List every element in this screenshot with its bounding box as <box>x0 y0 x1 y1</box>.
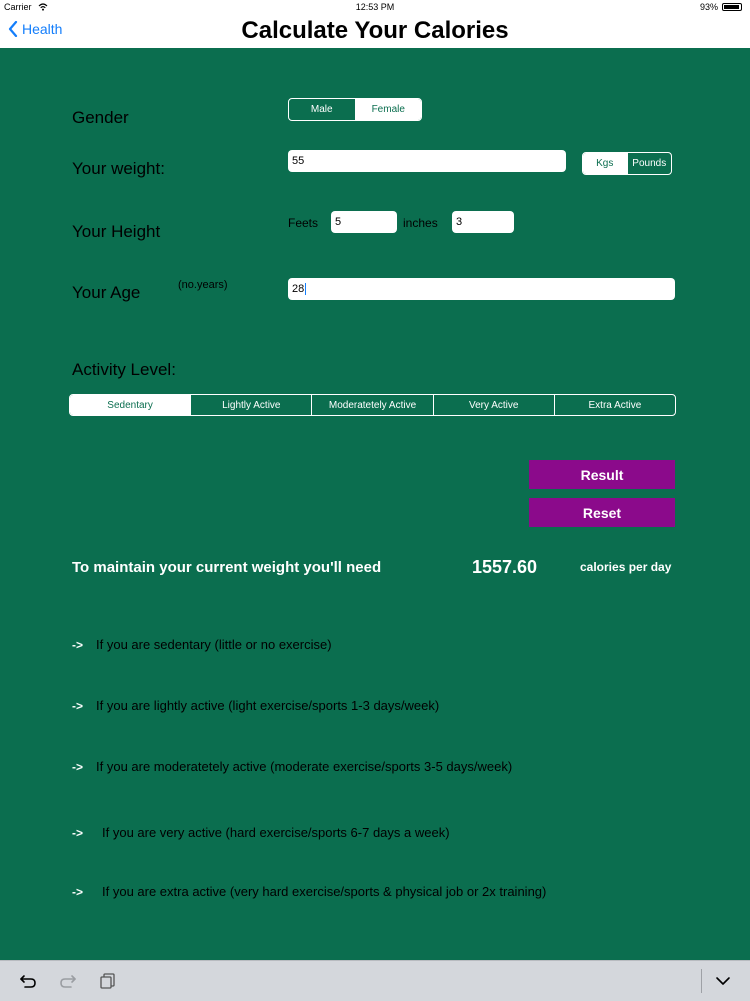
clock-label: 12:53 PM <box>355 2 395 12</box>
arrow-icon: -> <box>72 759 84 774</box>
activity-option-very-active[interactable]: Very Active <box>433 395 554 415</box>
battery-percent: 93% <box>700 2 719 12</box>
bullet-lightly-active <box>72 698 439 713</box>
redo-icon[interactable] <box>58 971 78 991</box>
calories-unit-label: calories per day <box>580 560 672 574</box>
feet-field[interactable]: 5 <box>331 211 397 233</box>
gender-option-female[interactable]: Female <box>355 99 422 120</box>
activity-level-label: Activity Level: <box>72 360 176 379</box>
activity-segmented-control <box>69 394 676 416</box>
bullet-extra-active <box>72 884 546 899</box>
battery-icon <box>722 3 742 11</box>
gender-segmented-control <box>288 98 422 121</box>
clipboard-icon[interactable] <box>98 971 118 991</box>
bullet-text: If you are extra active (very hard exercise/sports & physical job or 2x training) <box>102 884 547 899</box>
arrow-icon: -> <box>72 884 84 899</box>
age-label: Your Age <box>72 283 141 302</box>
activity-option-lightly-active[interactable]: Lightly Active <box>190 395 311 415</box>
inches-field[interactable]: 3 <box>452 211 514 233</box>
weight-label: Your weight: <box>72 159 165 178</box>
undo-icon[interactable] <box>18 971 38 991</box>
inches-label: inches <box>403 216 438 230</box>
status-bar <box>0 0 750 14</box>
arrow-icon: -> <box>72 637 84 652</box>
bullet-very-active <box>72 825 450 840</box>
bullet-text: If you are moderatetely active (moderate exercise/sports 3-5 days/week) <box>96 759 513 774</box>
age-field[interactable] <box>288 278 675 300</box>
calorie-form <box>0 48 750 960</box>
bullet-moderately-active <box>72 759 512 774</box>
activity-option-sedentary[interactable]: Sedentary <box>70 395 190 415</box>
maintain-weight-text: To maintain your current weight you'll need <box>72 559 382 576</box>
page-title: Calculate Your Calories <box>241 17 509 44</box>
calories-value: 1557.60 <box>472 557 538 577</box>
unit-option-pounds[interactable]: Pounds <box>627 153 672 174</box>
navigation-bar <box>0 14 750 49</box>
age-hint: (no.years) <box>178 279 228 291</box>
activity-option-moderately-active[interactable]: Moderatetely Active <box>311 395 432 415</box>
keyboard-toolbar <box>0 960 750 1001</box>
bullet-text: If you are sedentary (little or no exercise) <box>96 637 332 652</box>
feet-label: Feets <box>288 216 319 230</box>
age-field-value: 28 <box>292 283 305 295</box>
arrow-icon: -> <box>72 825 84 840</box>
back-button-label: Health <box>22 21 63 37</box>
bullet-text: If you are very active (hard exercise/sports 6-7 days a week) <box>102 825 450 840</box>
carrier-label: Carrier <box>4 2 32 12</box>
weight-unit-segmented-control <box>582 152 672 175</box>
arrow-icon: -> <box>72 698 84 713</box>
reset-button[interactable]: Reset <box>529 498 675 527</box>
gender-option-male[interactable]: Male <box>310 104 333 115</box>
weight-field[interactable]: 55 <box>288 150 566 172</box>
unit-option-kgs[interactable]: Kgs <box>583 153 627 174</box>
text-cursor <box>305 283 306 295</box>
activity-option-extra-active[interactable]: Extra Active <box>554 395 675 415</box>
toolbar-divider <box>701 969 702 993</box>
bullet-text: If you are lightly active (light exercise/sports 1-3 days/week) <box>96 698 440 713</box>
height-label: Your Height <box>72 222 161 241</box>
gender-label: Gender <box>72 108 129 127</box>
bullet-sedentary <box>72 637 332 652</box>
chevron-down-icon[interactable] <box>713 971 733 991</box>
result-button[interactable]: Result <box>529 460 675 489</box>
